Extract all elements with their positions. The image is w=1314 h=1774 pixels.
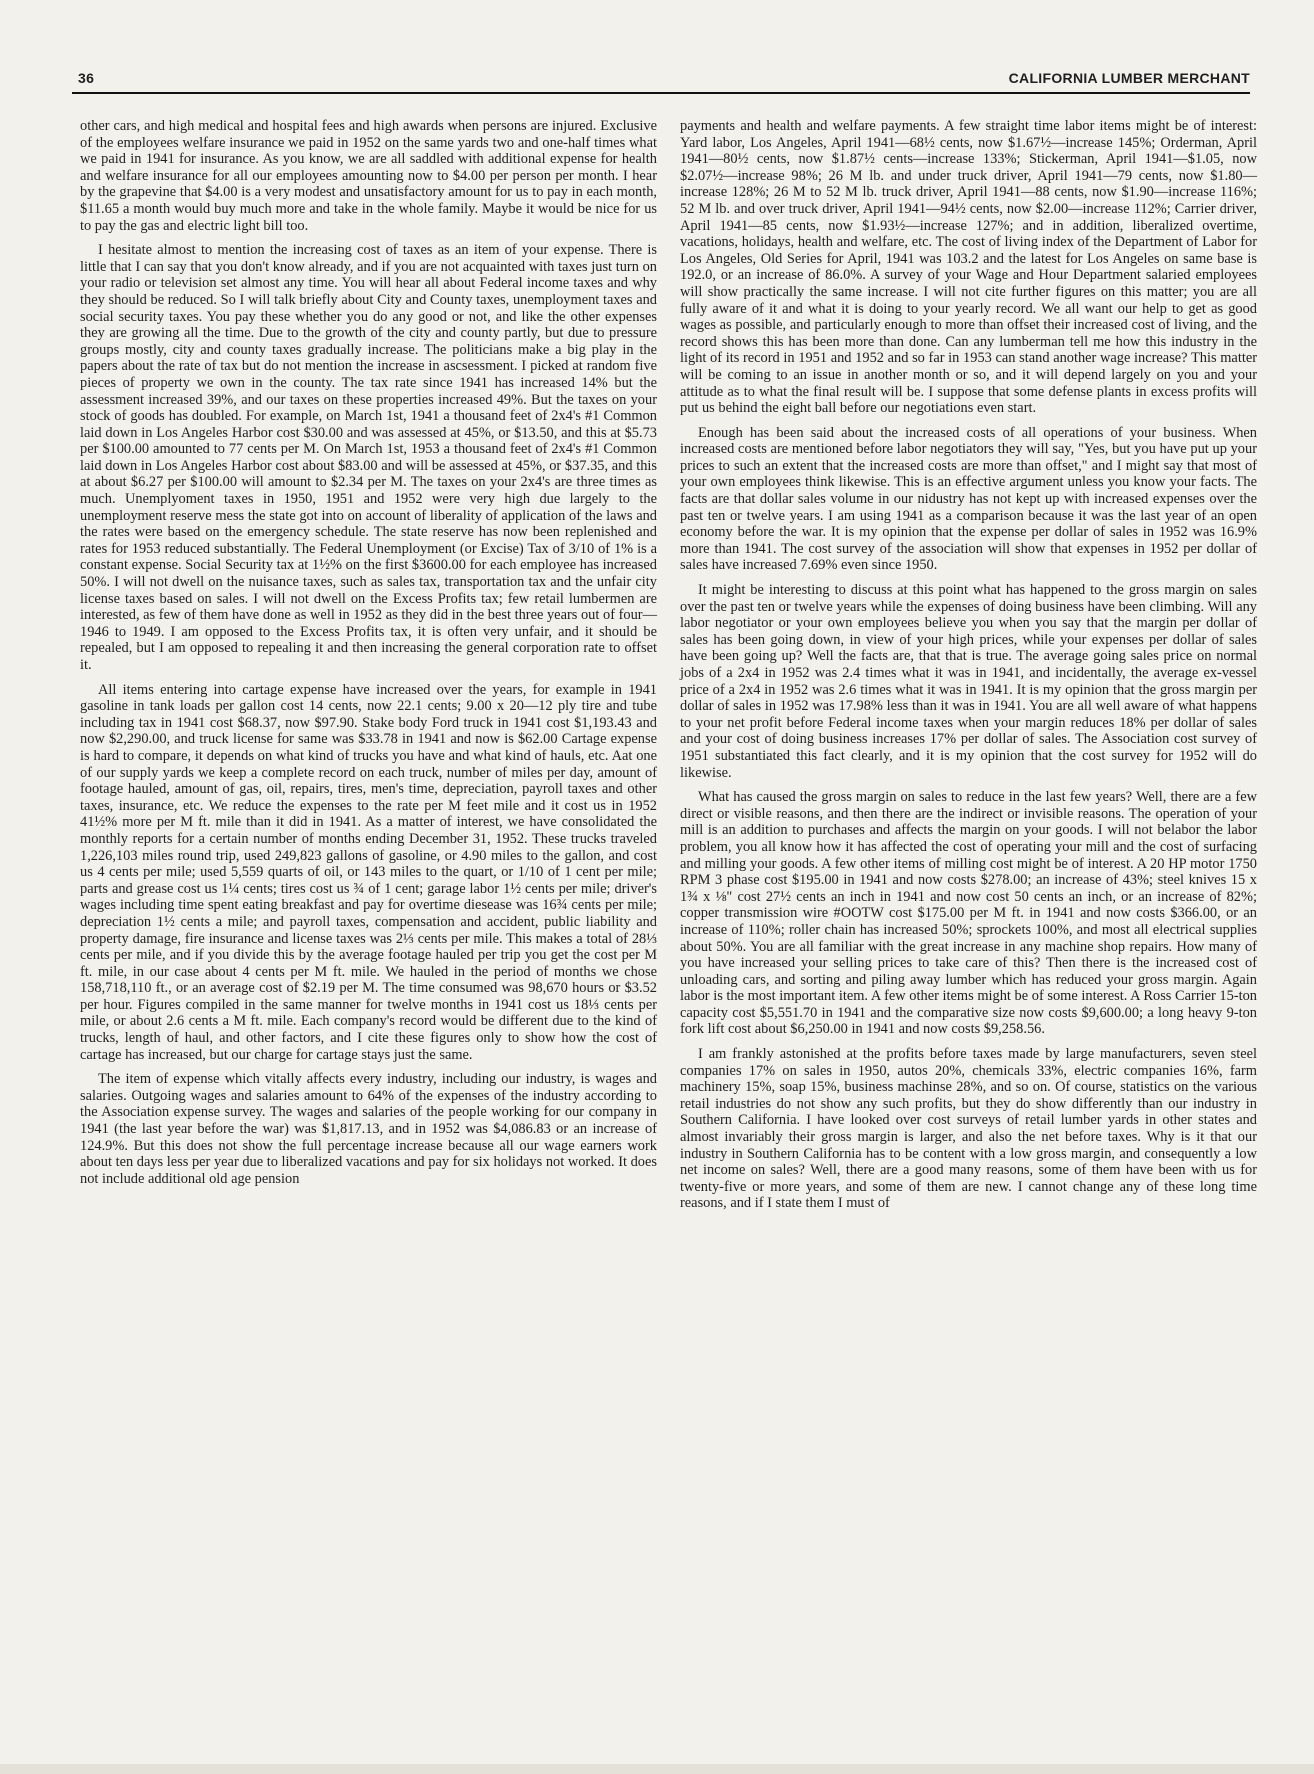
paragraph: I hesitate almost to mention the increasing cost of taxes as an item of your expense. There is little that I can say that you don't know already, and if you are not acquainted with taxes just turn on your radio or television set almost any time. You will hear all about Federal income taxes and why they should be reduced. So I will talk briefly about City and County taxes, unemployment taxes and social security taxes. You pay these whether you do any good or not, and like the other expenses they are growing all the time. Due to the growth of the city and county partly, but due to pressure groups mostly, city and county taxes gradually increase. The politicians make a big play in the papers about the rate of tax but do not mention the increase in ascsessment. I picked at random five pieces of property we own in the county. The tax rate since 1941 has increased 14% but the assessment increased 39%, and our taxes on these properties increased 49%. But the taxes on your stock of goods has doubled. For example, on March 1st, 1941 a thousand feet of 2x4's #1 Common laid down in Los Angeles Harbor cost $30.00 and was assessed at 45%, or $13.50, and this at $5.73 per $100.00 amounted to 77 cents per M. On March 1st, 1953 a thousand feet of 2x4's #1 Common laid down in Los Angeles Harbor cost about $83.00 and will be assessed at 45%, or $37.35, and this at about $6.27 per $100.00 will amount to $2.34 per M. The taxes on your 2x4's are three times as much. Unemplyoment taxes in 1950, 1951 and 1952 were very high due largely to the unemployment reserve mess the state got into on account of liberality of application of the laws and the rates were based on the emergency schedule. The state reserve has now been replenished and rates for 1953 reduced substantially. The Federal Unemployment (or Excise) Tax of 3/10 of 1% is a constant expense. Social Security tax at 1½% on the first $3600.00 for each employee has increased 50%. I will not dwell on the nuisance taxes, such as sales tax, transportation tax and the unfair city license taxes based on sales. I will not dwell on the Excess Profits tax; few retail lumbermen are interested, as few of them have done as well in 1952 as they did in the best three years out of four—1946 to 1949. I am opposed to the Excess Profits tax, it is often very unfair, and it should be repealed, but I am opposed to repealing it and then increasing the general corporation rate to offset it. — [80, 242, 657, 673]
left-column — [80, 118, 657, 1195]
page-number: 36 — [78, 70, 95, 86]
page-bottom-edge — [0, 1764, 1314, 1774]
paragraph: payments and health and welfare payments. A few straight time labor items might be of interest: Yard labor, Los Angeles, April 1941—68½ cents, now $1.67½—increase 145%; Orderman, April 1941—80½ cents, now $1.87½ cents—increase 133%; Stickerman, April 1941—$1.05, now $2.07½—increase 98%; 26 M lb. and under truck driver, April 1941—79 cents, now $1.80—increase 128%; 26 M to 52 M lb. truck driver, April 1941—88 cents, now $1.90—increase 116%; 52 M lb. and over truck driver, April 1941—94½ cents, now $2.00—increase 112%; Carrier driver, April 1941—85 cents, now $1.93½—increase 127%; and in addition, liberalized overtime, vacations, holidays, health and welfare, etc. The cost of living index of the Department of Labor for Los Angeles, Old Series for April, 1941 was 103.2 and the latest for Los Angeles on same base is 192.0, or an increase of 86.0%. A survey of your Wage and Hour Department salaried employees will show practically the same increase. I will not cite further figures on this matter; you are all fully aware of it and what it is doing to your yearly record. We all want our help to get as good wages as possible, and particularly enough to more than offset their increased cost of living, and the record shows this has been more than done. Can any lumberman tell me how this industry in the light of its record in 1951 and 1952 and so far in 1953 can stand another wage increase? This matter will be coming to an issue in another month or so, and it will depend largely on you and your attitude as to what the final result will be. I suppose that some defense plants in excess profits will put us behind the eight ball before our negotiations even start. — [680, 118, 1257, 417]
page-header — [72, 70, 1250, 92]
paragraph: The item of expense which vitally affects every industry, including our industry, is wages and salaries. Outgoing wages and salaries amount to 64% of the expenses of the industry according to the Association expense survey. The wages and salaries of the people working for our company in 1941 (the last year before the war) was $1,817.13, and in 1952 was $4,086.83 or an increase of 124.9%. But this does not show the full percentage increase because all our wage earners work about ten days less per year due to liberalized vacations and pay for six holidays not worked. It does not include additional old age pension — [80, 1071, 657, 1187]
paragraph: It might be interesting to discuss at this point what has happened to the gross margin on sales over the past ten or twelve years while the expenses of doing business have been climbing. Will any labor negotiator or your own employees believe you when you say that the margin per dollar of sales has been going down, in view of your high prices, while your expenses per dollar of sales have been going up? Well the facts are, that that is true. The average going sales price on normal jobs of a 2x4 in 1952 was 2.4 times what it was in 1941, and incidentally, the average ex-vessel price of a 2x4 in 1952 was 2.6 times what it was in 1941. It is my opinion that the gross margin per dollar of sales in 1952 was 17.98% less than it was in 1941. You are all well aware of what happens to your net profit before Federal income taxes when your margin reduces 18% per dollar of sales and your cost of doing business increases 17% per dollar of sales. The Association cost survey of 1951 substantiated this fact clearly, and it is my opinion that the cost survey for 1952 will do likewise. — [680, 582, 1257, 781]
paragraph: other cars, and high medical and hospital fees and high awards when persons are injured. Exclusive of the employees welfare insurance we paid in 1952 on the same yards two and one-half times what we paid in 1941 for insurance. As you know, we are all saddled with additional expense for health and welfare insurance for all our employees amounting now to $4.00 per person per month. I hear by the grapevine that $4.00 is a very modest and unsatisfactory amount for us to pay in each month, $11.65 a month would buy much more and take in the whole family. Maybe it would be nice for us to pay the gas and electric light bill too. — [80, 118, 657, 234]
right-column — [680, 118, 1257, 1220]
publication-title: CALIFORNIA LUMBER MERCHANT — [1008, 70, 1250, 86]
paragraph: Enough has been said about the increased costs of all operations of your business. When increased costs are mentioned before labor negotiators they will say, "Yes, but you have put up your prices to such an extent that the increased costs are more than offset," and I might say that most of your own employees think likewise. This is an effective argument unless you know your facts. The facts are that dollar sales volume in our nidustry has not kept up with increased expenses over the past ten or twelve years. I am using 1941 as a comparison because it was the last year of an open economy before the war. It is my opinion that the expense per dollar of sales in 1952 was 16.9% more than 1941. The cost survey of the association will show that expenses in 1952 per dollar of sales have increased 7.69% even since 1950. — [680, 424, 1257, 574]
paragraph: What has caused the gross margin on sales to reduce in the last few years? Well, there are a few direct or visible reasons, and then there are the indirect or invisible reasons. The operation of your mill is an addition to purchases and affects the margin on your goods. I will not belabor the labor problem, you all know how it has affected the cost of operating your mill and the cost of surfacing and milling your goods. A few other items of milling cost might be of interest. A 20 HP motor 1750 RPM 3 phase cost $195.00 in 1941 and now costs $278.00; an increase of 43%; steel knives 15 x 1¾ x ⅛" cost 27½ cents an inch in 1941 and now cost 50 cents an inch, or an increase of 82%; copper transmission wire #OOTW cost $175.00 per M ft. in 1941 and now costs $366.00, or an increase of 110%; roller chain has increased 50%; sprockets 100%, and most all electrical supplies about 50%. You are all familiar with the great increase in any machine shop repairs. How many of you have increased your selling prices to take care of this? Then there is the increased cost of unloading cars, and sorting and piling away lumber which has reduced your gross margin. Again labor is the most important item. A few other items might be of some interest. A Ross Carrier 15-ton capacity cost $5,551.70 in 1941 and the comparative size now costs $9,600.00; a long heavy 9-ton fork lift cost about $6,250.00 in 1941 and now costs $9,258.56. — [680, 789, 1257, 1038]
header-rule — [72, 92, 1250, 94]
paragraph: All items entering into cartage expense have increased over the years, for example in 1941 gasoline in tank loads per gallon cost 14 cents, now 22.1 cents; 9.00 x 20—12 ply tire and tube including tax in 1941 cost $68.37, now $97.90. Stake body Ford truck in 1941 cost $1,193.43 and now $2,290.00, and truck license for same was $33.78 in 1941 and now is $62.00 Cartage expense is hard to compare, it depends on what kind of trucks you have and what kind of hauls, etc. Aat one of our supply yards we keep a complete record on each truck, number of miles per day, amount of footage hauled, amount of gas, oil, repairs, tires, men's time, depreciation, payroll taxes and other taxes, insurance, etc. We reduce the expenses to the rate per M feet mile and it cost us in 1952 41½% more per M ft. mile than it did in 1941. As a matter of interest, we have consolidated the monthly reports for a certain number of months ending December 31, 1952. These trucks traveled 1,226,103 miles round trip, used 249,823 gallons of gasoline, or 4.90 miles to the gallon, and cost us 4 cents per mile; used 5,559 quarts of oil, or 143 miles to the quart, or 1/10 of 1 cent per mile; parts and grease cost us 1¼ cents; tires cost us ¾ of 1 cent; garage labor 1½ cents per mile; driver's wages including time spent eating breakfast and pay for overtime diesease was 16¾ cents per mile; depreciation 1½ cents a mile; and payroll taxes, compensation and accident, public liability and property damage, fire insurance and license taxes was 2⅓ cents per mile. This makes a total of 28⅓ cents per mile, and if you divide this by the average footage hauled per trip you get the cost per M ft. mile, in our case about 4 cents per M ft. mile. We hauled in the period of months we chose 158,718,110 ft., or an average cost of $2.19 per M. The time consumed was 98,670 hours or $3.52 per hour. Figures compiled in the same manner for twelve months in 1941 cost us 18⅓ cents per mile, or about 2.6 cents a M ft. mile. Each company's record would be different due to the kind of trucks, length of haul, and other factors, and I cite these figures only to show how the cost of cartage has increased, but our charge for cartage stays just the same. — [80, 681, 657, 1063]
paragraph: I am frankly astonished at the profits before taxes made by large manufacturers, seven steel companies 17% on sales in 1950, autos 20%, chemicals 33%, electric companies 16%, farm machinery 15%, soap 15%, business machinse 28%, and so on. Of course, statistics on the various retail industries do not show any such profits, but they do show differently than our industry in Southern California. I have looked over cost surveys of retail lumber yards in other states and almost invariably their gross margin is larger, and also the net before taxes. Why is it that our industry in Southern California has to be content with a low gross margin, and consequently a low net income on sales? Well, there are a good many reasons, some of them have been with us for twenty-five or more years, and some of them are new. I cannot change any of these long time reasons, and if I state them I must of — [680, 1046, 1257, 1212]
